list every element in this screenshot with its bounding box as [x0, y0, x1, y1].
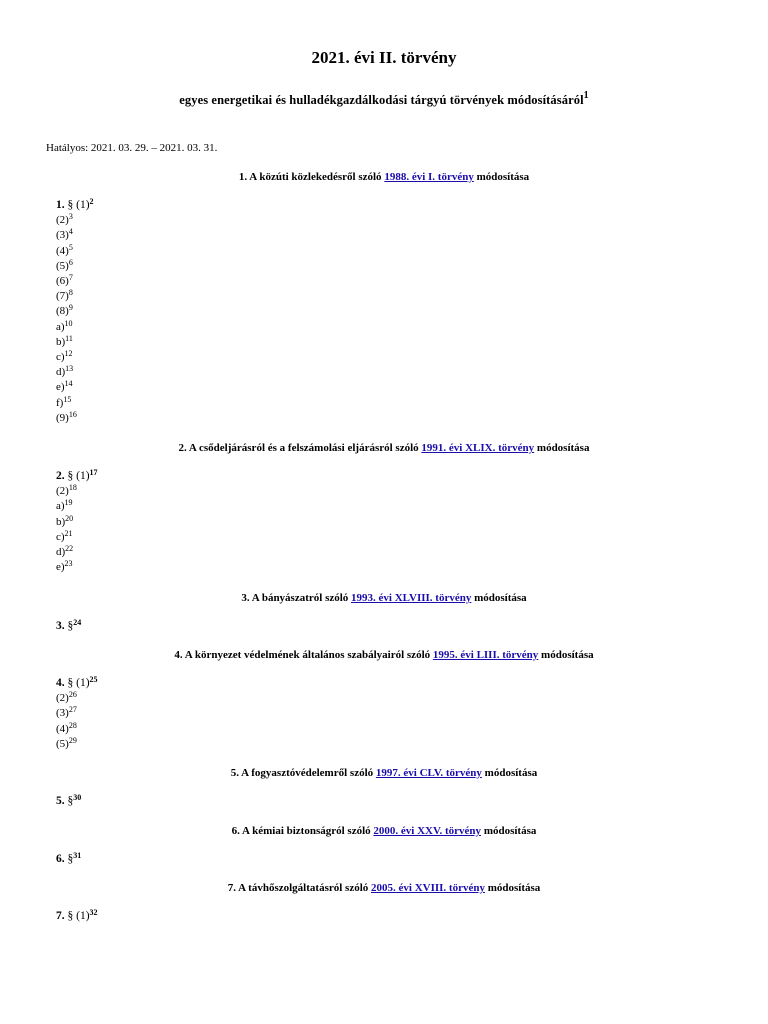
paragraph-label: (5) [56, 737, 69, 750]
footnote-ref[interactable]: 20 [65, 513, 74, 523]
paragraph-label: § (1) [67, 677, 90, 689]
section-heading-text: 2. A csődeljárásról és a felszámolási eljárásról szóló [178, 442, 419, 454]
paragraph-label: § [67, 795, 74, 807]
paragraph-label: (8) [56, 305, 69, 318]
law-reference-link[interactable]: 1991. évi XLIX. törvény [421, 442, 535, 454]
section-heading-suffix: módosítása [474, 592, 527, 604]
paragraph-item [56, 677, 98, 689]
footnote-ref[interactable]: 7 [68, 273, 73, 282]
paragraph-item [56, 561, 73, 573]
footnote-ref[interactable]: 23 [64, 559, 73, 569]
footnote-ref[interactable]: 30 [73, 793, 82, 802]
law-reference-link[interactable]: 1997. évi CLV. törvény [375, 767, 482, 779]
footnote-ref[interactable]: 3 [68, 212, 73, 222]
paragraph-label: (3) [56, 229, 69, 242]
section-heading-suffix: módosítása [476, 171, 530, 183]
footnote-ref[interactable]: 6 [68, 257, 73, 267]
paragraph-label: d) [56, 546, 66, 558]
paragraph-item [56, 351, 73, 363]
section-heading-suffix: módosítása [484, 767, 538, 779]
paragraph-label: e) [56, 561, 65, 574]
section-heading [0, 649, 768, 661]
paragraph-label: (4) [56, 722, 69, 735]
paragraph-item [56, 257, 73, 272]
paragraph-item [56, 242, 73, 257]
section-heading [0, 767, 768, 779]
paragraph-item [56, 795, 81, 807]
paragraph-item [56, 470, 98, 482]
paragraph-item [56, 381, 73, 393]
paragraph-label: c) [56, 530, 65, 543]
paragraph-label: (5) [56, 259, 69, 272]
footnote-ref[interactable]: 24 [73, 618, 82, 627]
section-heading [0, 825, 768, 837]
paragraph-item [56, 546, 73, 558]
footnote-ref[interactable]: 27 [68, 705, 77, 715]
paragraph-label: e) [56, 381, 65, 394]
paragraph-item [56, 910, 98, 922]
paragraph-item [56, 394, 72, 409]
footnote-ref[interactable]: 19 [64, 498, 73, 508]
section-heading-suffix: módosítása [487, 882, 541, 894]
footnote-ref[interactable]: 1 [583, 90, 589, 101]
paragraph-label: (2) [56, 214, 69, 227]
paragraph-item [56, 229, 73, 241]
footnote-ref[interactable]: 29 [68, 735, 77, 745]
law-reference-link[interactable]: 1995. évi LIII. törvény [432, 649, 539, 661]
footnote-ref[interactable]: 14 [64, 379, 73, 389]
footnote-ref[interactable]: 12 [64, 349, 73, 358]
paragraph-item [56, 528, 73, 543]
paragraph-item [56, 735, 77, 750]
paragraph-label: § (1) [67, 199, 90, 211]
section-number: 2. [56, 470, 65, 482]
paragraph-label: b) [56, 335, 66, 348]
paragraph-item [56, 333, 73, 348]
paragraph-item [56, 409, 77, 424]
paragraph-label: § [67, 620, 74, 632]
footnote-ref[interactable]: 9 [68, 303, 73, 313]
paragraph-item [56, 485, 77, 497]
section-number: 7. [56, 910, 65, 922]
paragraph-label: (2) [56, 692, 69, 705]
paragraph-label: (4) [56, 244, 69, 257]
paragraph-item [56, 275, 73, 287]
paragraph-label: (6) [56, 275, 69, 287]
footnote-ref[interactable]: 31 [73, 851, 82, 860]
footnote-ref[interactable]: 17 [89, 468, 98, 477]
section-heading-suffix: módosítása [541, 649, 594, 661]
paragraph-label: (2) [56, 485, 69, 498]
section-heading-text: 1. A közúti közlekedésről szóló [238, 171, 382, 183]
footnote-ref[interactable]: 21 [64, 528, 73, 538]
section-heading [0, 882, 768, 894]
paragraph-item [56, 290, 73, 302]
footnote-ref[interactable]: 25 [89, 675, 98, 684]
footnote-ref[interactable]: 5 [68, 242, 73, 252]
law-reference-link[interactable]: 2000. évi XXV. törvény [373, 825, 482, 837]
paragraph-item [56, 692, 77, 704]
paragraph-item [56, 513, 74, 528]
section-heading [0, 592, 768, 604]
footnote-ref[interactable]: 11 [65, 333, 73, 343]
section-heading-text: 4. A környezet védelmének általános szabályairól szóló [174, 649, 431, 661]
paragraph-item [56, 318, 73, 333]
section-number: 6. [56, 853, 65, 865]
paragraph-label: (3) [56, 707, 69, 720]
footnote-ref[interactable]: 8 [68, 288, 73, 298]
section-heading-text: 7. A távhőszolgáltatásról szóló [227, 882, 369, 894]
section-heading-suffix: módosítása [483, 825, 537, 837]
footnote-ref[interactable]: 28 [68, 720, 77, 730]
section-heading [0, 171, 768, 183]
paragraph-label: f) [56, 396, 64, 409]
paragraph-item [56, 305, 73, 317]
footnote-ref[interactable]: 18 [68, 483, 77, 493]
paragraph-item [56, 214, 73, 226]
effective-dates: Hatályos: 2021. 03. 29. – 2021. 03. 31. [46, 142, 218, 154]
law-subtitle-text: egyes energetikai és hulladékgazdálkodási tárgyú törvények módosításáról [179, 93, 584, 107]
section-heading-text: 5. A fogyasztóvédelemről szóló [230, 767, 374, 779]
paragraph-label: § [67, 853, 74, 865]
paragraph-label: c) [56, 351, 65, 363]
footnote-ref[interactable]: 15 [63, 394, 72, 404]
footnote-ref[interactable]: 13 [65, 364, 74, 374]
paragraph-item [56, 707, 77, 719]
paragraph-item [56, 620, 81, 632]
paragraph-label: a) [56, 320, 65, 333]
paragraph-label: a) [56, 500, 65, 513]
paragraph-label: b) [56, 515, 66, 528]
law-reference-link[interactable]: 1988. évi I. törvény [384, 171, 474, 183]
section-heading-text: 3. A bányászatról szóló [241, 592, 349, 604]
paragraph-label: d) [56, 366, 66, 379]
paragraph-item [56, 366, 73, 378]
paragraph-label: § (1) [67, 470, 90, 482]
section-heading-suffix: módosítása [536, 442, 590, 454]
footnote-ref[interactable]: 2 [89, 197, 94, 206]
footnote-ref[interactable]: 32 [89, 908, 98, 917]
footnote-ref[interactable]: 22 [65, 544, 74, 553]
law-reference-link[interactable]: 2005. évi XVIII. törvény [371, 882, 485, 894]
footnote-ref[interactable]: 4 [68, 227, 73, 237]
section-number: 3. [56, 620, 65, 632]
paragraph-item [56, 720, 77, 735]
paragraph-item [56, 853, 81, 865]
footnote-ref[interactable]: 10 [64, 318, 73, 328]
section-number: 1. [56, 199, 65, 211]
footnote-ref[interactable]: 16 [68, 409, 77, 419]
law-reference-link[interactable]: 1993. évi XLVIII. törvény [351, 592, 472, 604]
footnote-ref[interactable]: 26 [68, 690, 77, 700]
section-heading [0, 442, 768, 454]
paragraph-label: (9) [56, 411, 69, 424]
section-number: 5. [56, 795, 65, 807]
paragraph-label: § (1) [67, 910, 90, 922]
law-subtitle [0, 90, 768, 108]
paragraph-item [56, 500, 73, 512]
paragraph-label: (7) [56, 290, 69, 303]
paragraph-item [56, 199, 94, 211]
law-title: 2021. évi II. törvény [311, 48, 457, 67]
section-heading-text: 6. A kémiai biztonságról szóló [231, 825, 371, 837]
section-number: 4. [56, 677, 65, 689]
